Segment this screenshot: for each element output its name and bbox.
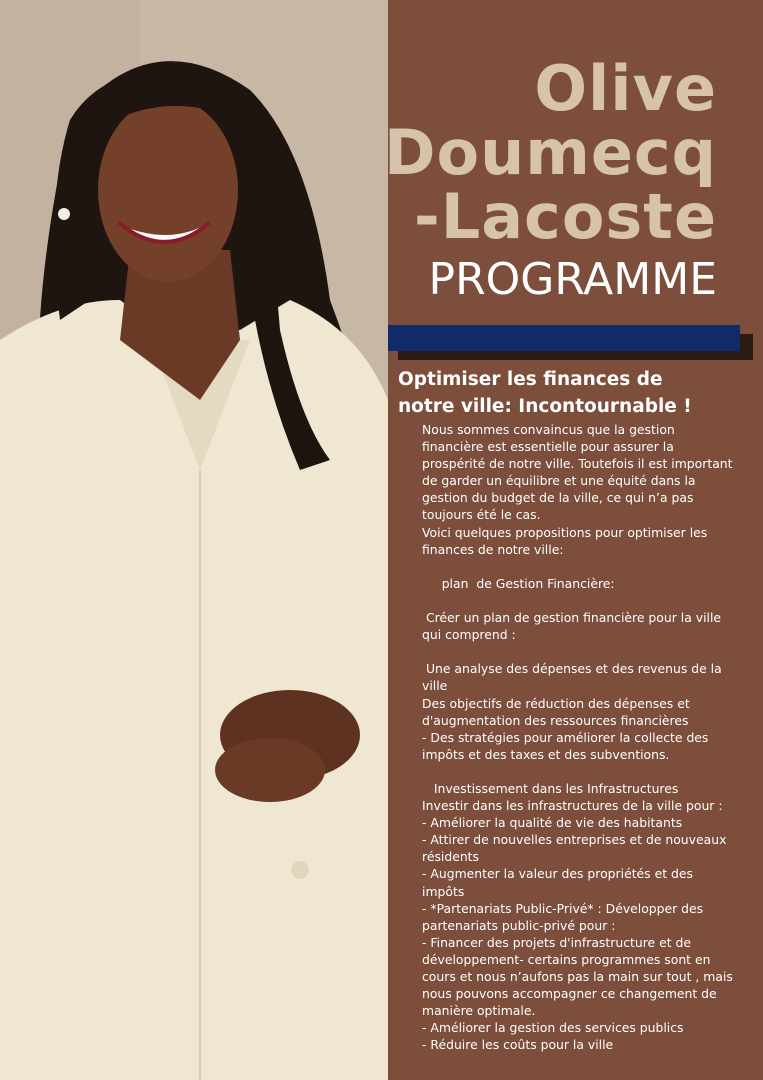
body-line: impôts	[422, 883, 465, 899]
body-line: nous pouvons accompagner ce changement de	[422, 986, 717, 1002]
body-line: gestion du budget de la ville, ce qui n’a pas	[422, 490, 694, 506]
body-line: Investissement dans les Infrastructures	[422, 780, 679, 796]
body-line: - Augmenter la valeur des propriétés et des	[422, 866, 693, 882]
body-line: Créer un plan de gestion financière pour la ville	[422, 610, 722, 626]
body-line: qui comprend :	[422, 627, 516, 643]
body-line: toujours été le cas.	[422, 507, 541, 523]
body-line: de garder un équilibre et une équité dans la	[422, 473, 696, 489]
candidate-last-name-part1: Doumecq	[384, 116, 717, 189]
body-line	[422, 643, 752, 660]
body-line	[422, 592, 752, 609]
body-line: financière est essentielle pour assurer la	[422, 439, 674, 455]
programme-title: PROGRAMME	[428, 254, 717, 305]
body-line: partenariats public-privé pour :	[422, 917, 616, 933]
divider-bar	[388, 325, 740, 351]
body-line	[422, 763, 752, 780]
heading-line: notre ville: Incontournable !	[398, 396, 692, 417]
body-line: - Améliorer la gestion des services publics	[422, 1020, 684, 1036]
body-line: Une analyse des dépenses et des revenus de la	[422, 661, 722, 677]
section-body	[422, 421, 752, 1053]
body-line: prospérité de notre ville. Toutefois il est important	[422, 456, 733, 472]
body-line: Investir dans les infrastructures de la ville pour :	[422, 798, 723, 814]
body-line: Nous sommes convaincus que la gestion	[422, 422, 675, 437]
body-line: Voici quelques propositions pour optimiser les	[422, 524, 708, 540]
body-line: - Réduire les coûts pour la ville	[422, 1037, 614, 1053]
body-line: développement- certains programmes sont en	[422, 951, 711, 967]
body-line: cours et nous n’aufons pas la main sur tout , mais	[422, 969, 733, 984]
body-line: manière optimale.	[422, 1003, 536, 1019]
candidate-last-name-part2: -Lacoste	[413, 180, 717, 253]
body-line: - Des stratégies pour améliorer la collecte des	[422, 729, 709, 745]
body-line: impôts et des taxes et des subventions.	[422, 746, 670, 762]
body-line: - *Partenariats Public-Privé* : Développer des	[422, 900, 704, 916]
body-line: Des objectifs de réduction des dépenses et	[422, 695, 690, 711]
body-line: plan de Gestion Financière:	[422, 575, 615, 591]
body-line: - Attirer de nouvelles entreprises et de nouveaux	[422, 832, 727, 848]
body-line: résidents	[422, 849, 479, 865]
body-line: finances de notre ville:	[422, 541, 564, 557]
body-line: - Financer des projets d'infrastructure et de	[422, 934, 692, 950]
body-line: d'augmentation des ressources financières	[422, 712, 689, 728]
body-line: ville	[422, 678, 448, 694]
section-heading	[398, 366, 738, 420]
body-line: - Améliorer la qualité de vie des habitants	[422, 815, 683, 831]
heading-line: Optimiser les finances de	[398, 369, 663, 390]
body-line	[422, 558, 752, 575]
candidate-first-name: Olive	[534, 52, 717, 125]
